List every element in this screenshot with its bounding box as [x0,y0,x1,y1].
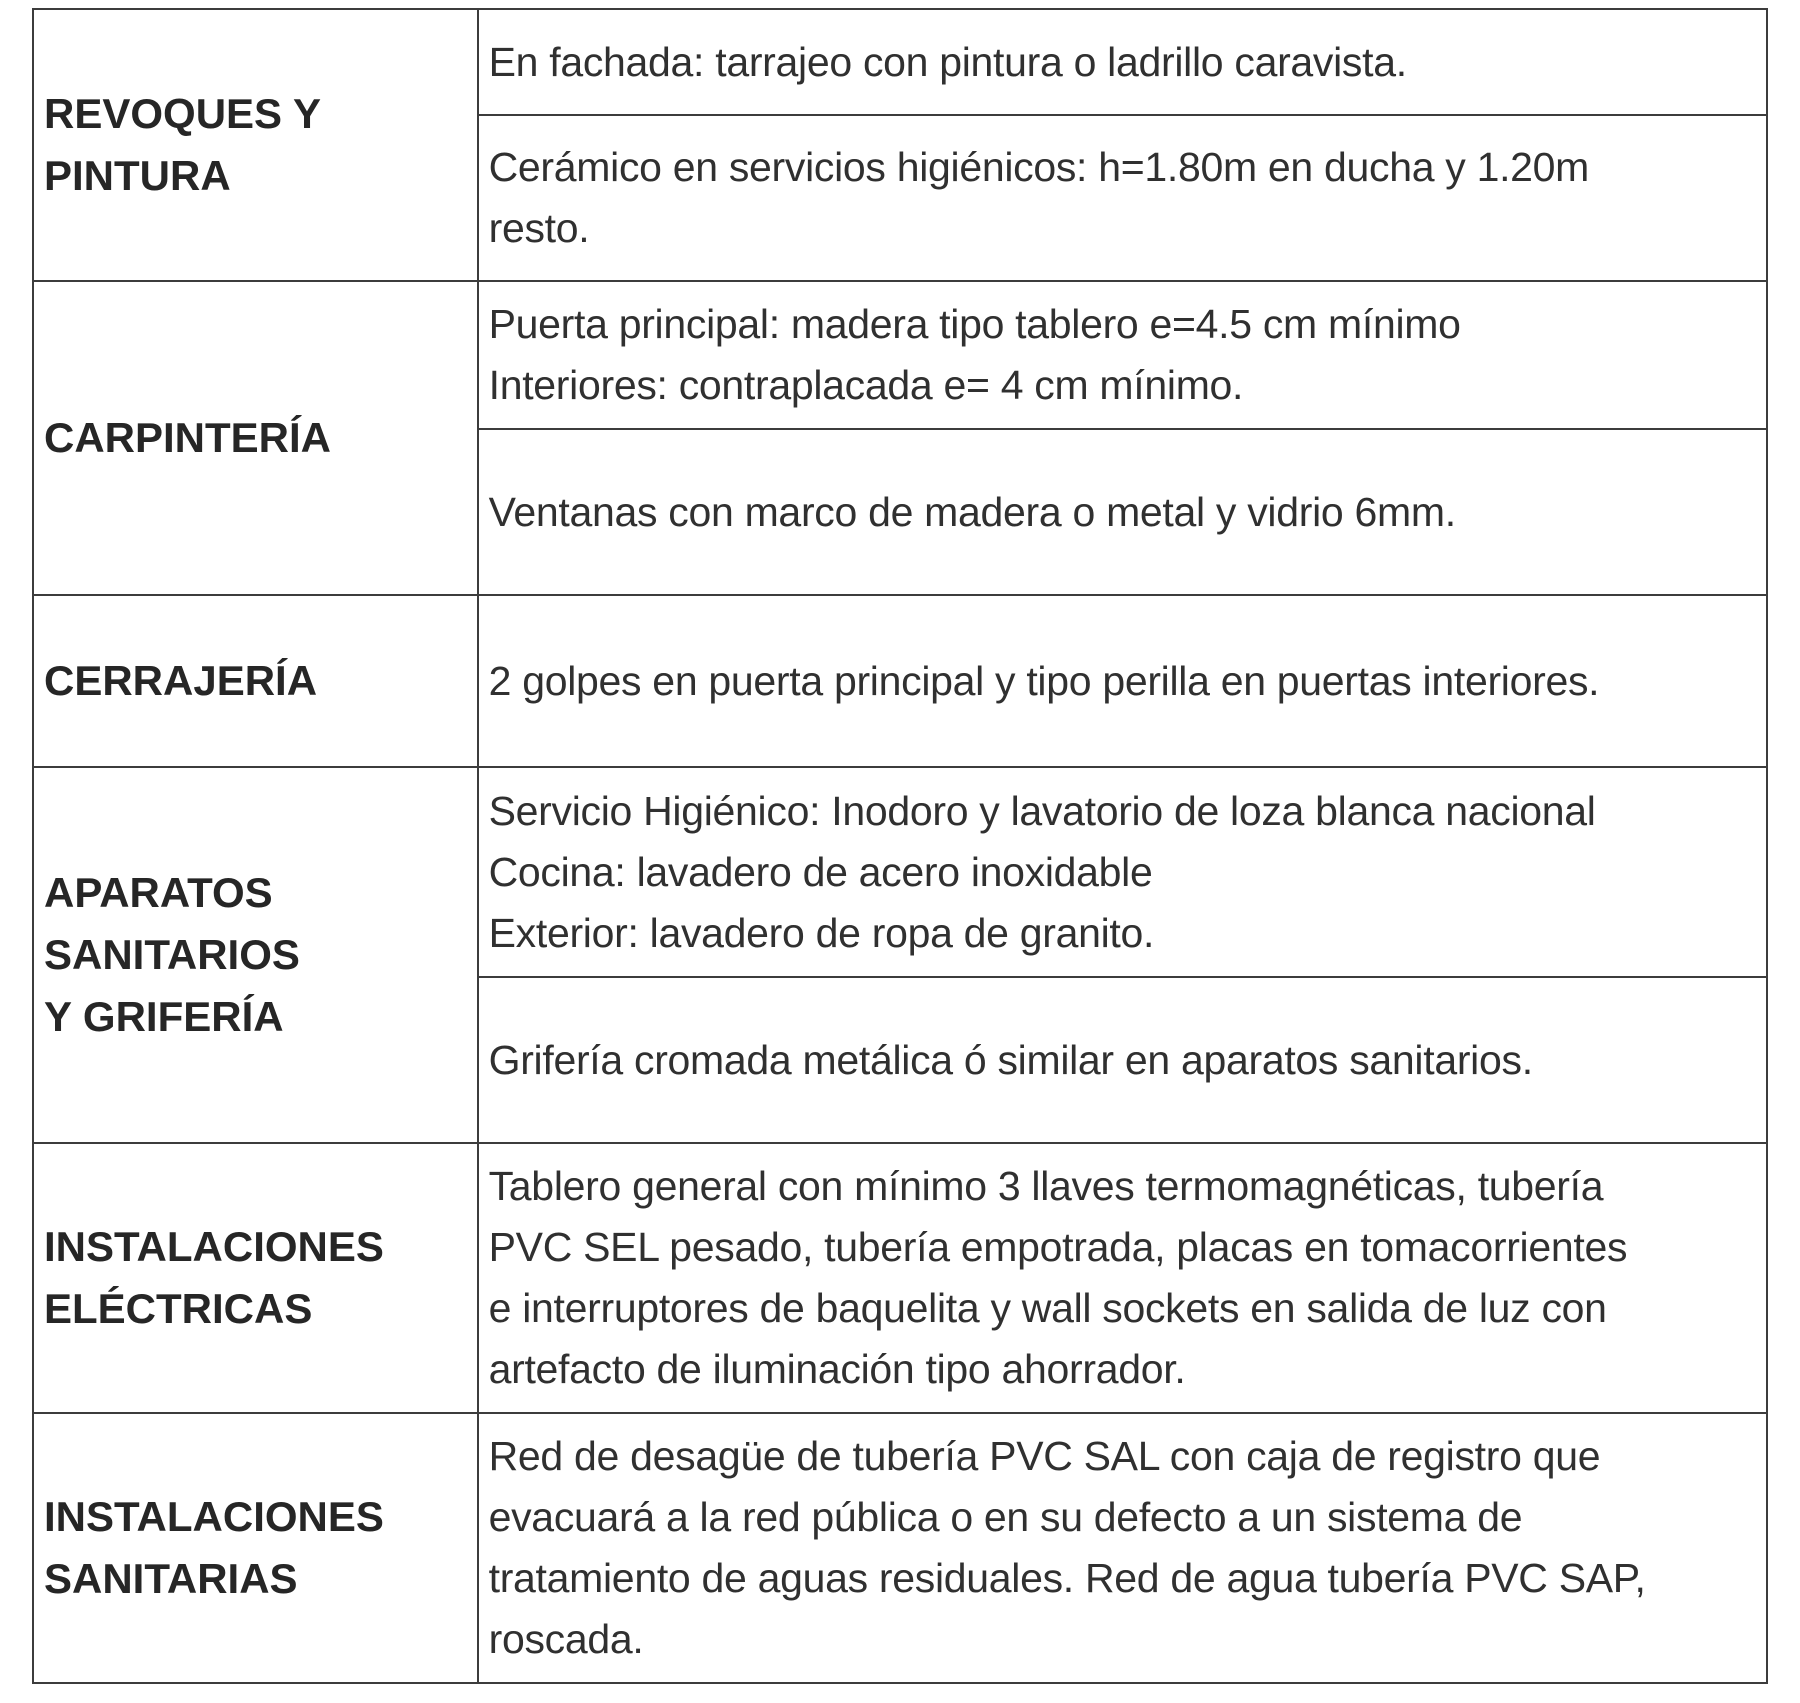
detail-text: Grifería cromada metálica ó similar en aparatos sanitarios. [488,1036,1533,1083]
detail-text: En fachada: tarrajeo con pintura o ladrillo caravista. [488,38,1407,85]
detail-text: Red de desagüe de tubería PVC SAL con caja de registro que evacuará a la red pública o en su defecto a un sistema de tratamiento de aguas residuales. Red de agua tubería PVC SAP, roscada. [488,1433,1646,1662]
detail-cell [478,115,1767,281]
table-row [33,1143,1767,1413]
category-label: REVOQUES Y PINTURA [44,90,321,199]
category-cell [33,1413,478,1683]
category-label: CARPINTERÍA [44,414,332,461]
category-label: APARATOS SANITARIOS Y GRIFERÍA [44,869,300,1040]
detail-cell [478,595,1767,767]
detail-cell [478,429,1767,595]
detail-cell [478,1413,1767,1683]
table-row [33,767,1767,977]
specifications-table [32,8,1768,1684]
category-label: CERRAJERÍA [44,657,318,704]
category-cell [33,281,478,595]
category-label: INSTALACIONES SANITARIAS [44,1493,384,1602]
detail-text: 2 golpes en puerta principal y tipo perilla en puertas interiores. [488,657,1600,704]
detail-cell [478,281,1767,429]
table-row [33,9,1767,115]
detail-cell [478,9,1767,115]
table-row [33,281,1767,429]
category-cell [33,767,478,1143]
detail-cell [478,767,1767,977]
detail-text: Ventanas con marco de madera o metal y vidrio 6mm. [488,488,1456,535]
detail-cell [478,977,1767,1143]
detail-text: Tablero general con mínimo 3 llaves termomagnéticas, tubería PVC SEL pesado, tubería empotrada, placas en tomacorrientes e interruptores de baquelita y wall sockets en salida de luz con artefacto de iluminación tipo ahorrador. [488,1163,1628,1392]
category-cell [33,9,478,281]
category-cell [33,1143,478,1413]
detail-text: Servicio Higiénico: Inodoro y lavatorio de loza blanca nacional Cocina: lavadero de acero inoxidable Exterior: lavadero de ropa de granito. [488,787,1596,956]
category-cell [33,595,478,767]
category-label: INSTALACIONES ELÉCTRICAS [44,1223,384,1332]
detail-cell [478,1143,1767,1413]
detail-text: Cerámico en servicios higiénicos: h=1.80m en ducha y 1.20m resto. [488,144,1590,251]
detail-text: Puerta principal: madera tipo tablero e=4.5 cm mínimo Interiores: contraplacada e= 4 cm mínimo. [488,301,1461,408]
table-row [33,595,1767,767]
table-row [33,1413,1767,1683]
